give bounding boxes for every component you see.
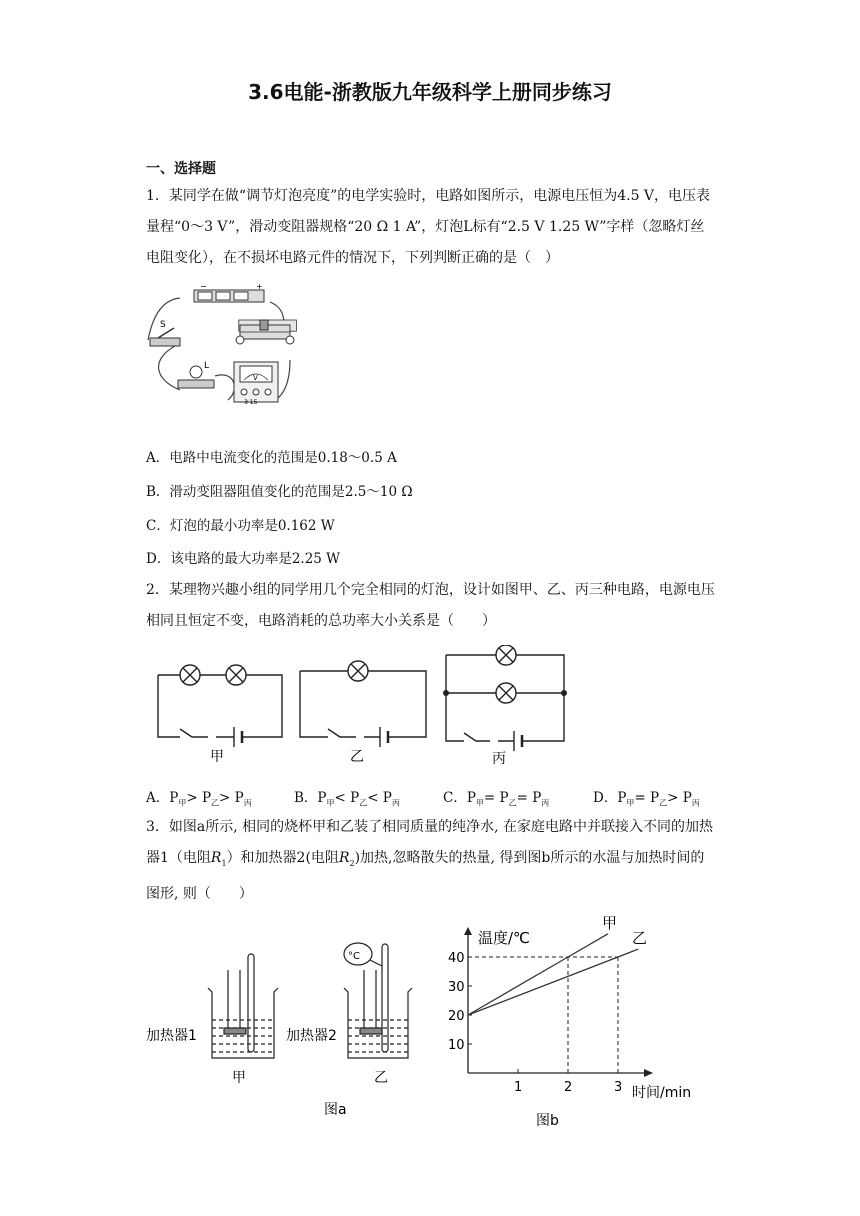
switch-label: S [160,320,166,330]
circuit-label-yi: 乙 [350,749,364,765]
q1-option-a: A．电路中电流变化的范围是0.18～0.5 A [146,450,397,466]
x-tick-label: 1 [514,1080,523,1095]
x-axis-label: 时间/min [632,1085,692,1101]
question-3-stem: 3．如图a所示, 相同的烧杯甲和乙装了相同质量的纯净水, 在家庭电路中并联接入不同的加热器1（电阻$R_1$）和加热器2(电阻$R_2$)加热,忽略散失的热量, 得到图b所示的水温与加热时间的图形, 则（ ） [146,819,714,902]
heater1-label: 加热器1 [146,1028,197,1044]
x-tick-label: 3 [614,1080,623,1095]
x-axis-arrow [644,1069,653,1077]
figure-b-chart [440,915,710,1135]
page-title: 3.6电能-浙教版九年级科学上册同步练习 [248,80,612,104]
voltmeter-symbol: V [253,374,258,382]
figure-a-beakers [146,930,421,1120]
y-axis-label: 温度/℃ [478,929,530,947]
y-tick-label: 10 [448,1038,465,1053]
battery-minus-label: − [200,282,207,291]
y-tick-label: 20 [448,1009,465,1024]
circuit-label-bing: 丙 [492,751,506,767]
q2-option-b: B．$P_甲< P_乙< P_丙$ [294,790,400,808]
section-heading: 一、选择题 [146,161,216,177]
beaker-label-yi: 乙 [374,1070,388,1086]
circuit-yi [300,661,426,747]
q2-option-c: C．$P_甲= P_乙= P_丙$ [443,790,550,808]
q1-option-c: C．灯泡的最小功率是0.162 W [146,518,335,534]
q1-option-b: B．滑动变阻器阻值变化的范围是2.5～10 Ω [146,484,413,500]
y-tick-label: 40 [448,951,465,966]
q2-option-d: D．$P_甲= P_乙> P_丙$ [593,790,700,808]
circuit-bing [446,645,564,751]
heater2-label: 加热器2 [286,1028,337,1044]
figure-a-caption: 图a [324,1102,347,1118]
beaker-label-jia: 甲 [232,1070,246,1086]
question-1-circuit-figure [140,280,300,408]
q1-option-d: D．该电路的最大功率是2.25 W [146,551,341,567]
question-2-circuits-figure [150,645,580,770]
y-tick-label: 30 [448,980,465,995]
series-label-1: 乙 [632,929,648,948]
circuit-label-jia: 甲 [210,749,224,765]
q2-option-a: A．$P_甲> P_乙> P_丙$ [146,790,252,808]
x-tick-label: 2 [564,1080,573,1095]
figure-b-caption: 图b [536,1113,559,1129]
circuit-jia [158,665,282,747]
series-line-1 [468,949,638,1015]
question-2-stem: 2．某理物兴趣小组的同学用几个完全相同的灯泡，设计如图甲、乙、丙三种电路，电源电压相同且恒定不变，电路消耗的总功率大小关系是（ ） [146,582,715,629]
question-1-stem: 1．某同学在做“调节灯泡亮度”的电学实验时，电路如图所示，电源电压恒为4.5 V，电压表量程“0～3 V”，滑动变阻器规格“20 Ω 1 A”，灯泡L标有“2.5 V 1.25 W”字样（忽略灯丝电阻变化），在不损坏电路元件的情况下，下列判断正确的是（ ） [146,188,711,266]
battery-plus-label: + [256,282,263,291]
y-axis-arrow [464,927,472,935]
voltmeter-scale: - 3 15 [240,399,258,406]
lamp-label: L [204,361,210,371]
series-label-0: 甲 [602,915,618,932]
thermometer-bubble: °C [348,951,360,962]
